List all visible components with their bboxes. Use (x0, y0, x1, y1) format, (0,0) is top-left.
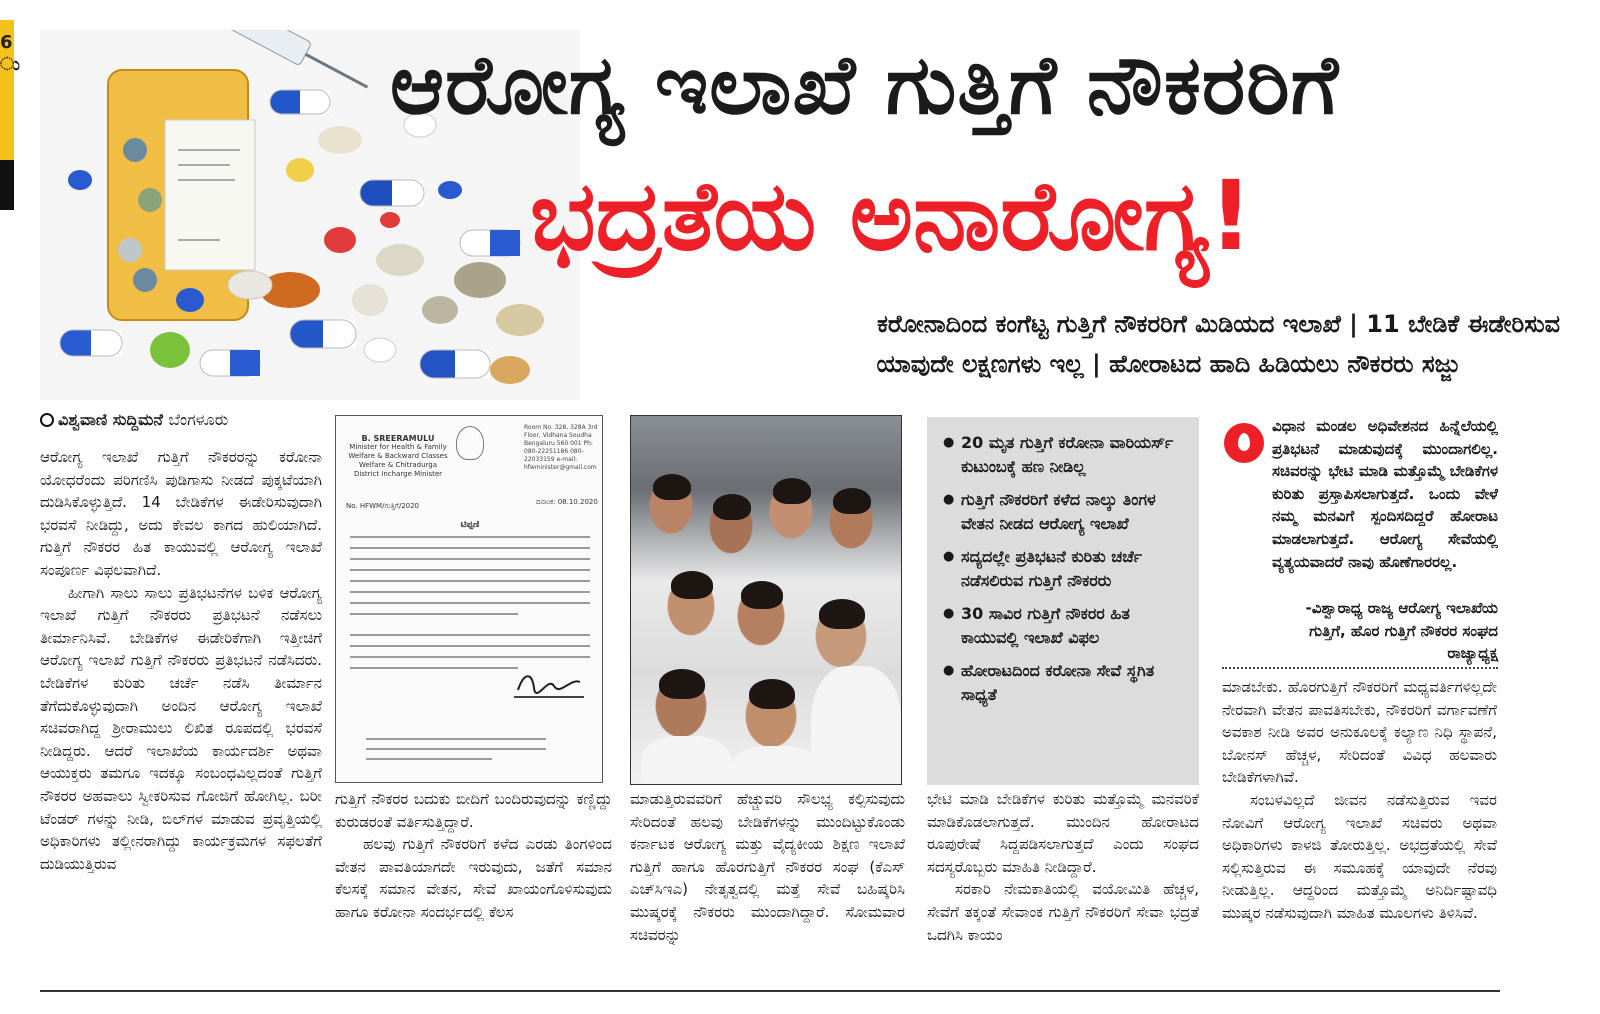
column-1-paragraph-2: ಹೀಗಾಗಿ ಸಾಲು ಸಾಲು ಪ್ರತಿಭಟನೆಗಳ ಬಳಿಕ ಆರೋಗ್ಯ ಇಲಾಖೆ ಗುತ್ತಿಗೆ ನೌಕರರು ಪ್ರತಿಭಟನೆ ನಡೆಸಲು ತೀರ್ಮಾನಿಸಿವೆ. ಬೇಡಿಕೆಗಳ ಈಡೇರಿಕೆಗಾಗಿ ಇತ್ತೀಚಿಗೆ ಆರೋಗ್ಯ ಇಲಾಖೆ ಗುತ್ತಿಗೆ ನೌಕರರು ಪ್ರತಿಭಟನೆ ನಡೆಸಿದರು. ಬೇಡಿಕೆಗಳ ಕುರಿತು ಚರ್ಚೆ ನಡೆಸಿ ತೀರ್ಮಾನ ತೆಗೆದುಕೊಳ್ಳುವುದಾಗಿ ಅಂದಿನ ಆರೋಗ್ಯ ಇಲಾಖೆ ಸಚಿವರಾಗಿದ್ದ ಶ್ರೀರಾಮುಲು ಲಿಖಿತ ರೂಪದಲ್ಲಿ ಭರವಸೆ ನೀಡಿದ್ದರು. ಆದರೆ ಇಲಾಖೆಯ ಕಾರ್ಯದರ್ಶಿ ಅಥವಾ ಆಯುಕ್ತರು ತಮಗೂ ಇದಕ್ಕೂ ಸಂಬಂಧವಿಲ್ಲದಂತೆ ಗುತ್ತಿಗೆ ನೌಕರರ ಅಹವಾಲು ಸ್ವೀಕರಿಸುವ ಗೋಜಿಗೆ ಹೋಗಿಲ್ಲ. ಬರೀ ಟೆಂಡರ್ ಗಳನ್ನು ನೀಡಿ, ಬಿಲ್‌ಗಳ ಮಾಡುವ ಪ್ರವೃತ್ತಿಯಲ್ಲಿ ಅಧಿಕಾರಿಗಳು ತಲ್ಲೀನರಾಗಿದ್ದು ಕಾರ್ಯಕ್ರಮಗಳ ಸಫಲತೆಗೆ ದುಡಿಯುತ್ತಿರುವ (40, 583, 322, 873)
highlight-item: ● ಹೋರಾಟದಿಂದ ಕರೋನಾ ಸೇವೆ ಸ್ಥಗಿತ ಸಾಧ್ಯತೆ (943, 659, 1189, 707)
column-3-paragraph-1: ಮಾಡುತ್ತಿರುವವರಿಗೆ ಹೆಚ್ಚುವರಿ ಸೌಲಭ್ಯ ಕಲ್ಪಿಸುವುದು ಸೇರಿದಂತೆ ಹಲವು ಬೇಡಿಕೆಗಳನ್ನು ಮುಂದಿಟ್ಟುಕೊಂಡು ಕರ್ನಾಟಕ ಆರೋಗ್ಯ ಮತ್ತು ವೈದ್ಯಕೀಯ ಶಿಕ್ಷಣ ಇಲಾಖೆ ಗುತ್ತಿಗೆ ಹಾಗೂ ಹೊರಗುತ್ತಿಗೆ ನೌಕರರ ಸಂಘ (ಕೆಎಸ್ ಎಚ್‌ಸಿಇಎ) ನೇತೃತ್ವದಲ್ಲಿ ಮತ್ತೆ ಸೇವೆ ಬಹಿಷ್ಕರಿಸಿ ಮುಷ್ಕರಕ್ಕೆ ನೌಕರರು ಮುಂದಾಗಿದ್ದಾರೆ. ಸೋಮವಾರ ಸಚಿವರನ್ನು (630, 790, 905, 944)
highlight-item: ● 20 ಮೃತ ಗುತ್ತಿಗೆ ಕರೋನಾ ವಾರಿಯರ್ಸ್ ಕುಟುಂಬಕ್ಕೆ ಹಣ ನೀಡಿಲ್ಲ (943, 431, 1189, 479)
column-5-paragraph-2: ಸಂಬಳವಿಲ್ಲದೆ ಜೀವನ ನಡೆಸುತ್ತಿರುವ ಇವರ ನೋವಿಗೆ ಆರೋಗ್ಯ ಇಲಾಖೆ ಸಚಿವರು ಅಥವಾ ಅಧಿಕಾರಿಗಳು ಕಾಳಜಿ ತೋರುತ್ತಿಲ್ಲ. ಅಭದ್ರತೆಯಲ್ಲಿ ಸೇವೆ ಸಲ್ಲಿಸುತ್ತಿರುವ ಈ ಸಮೂಹಕ್ಕೆ ಯಾವುದೇ ನೆರವು ನೀಡುತ್ತಿಲ್ಲ. ಆದ್ದರಿಂದ ಮತ್ತೊಮ್ಮೆ ಅನಿರ್ದಿಷ್ಟಾವಧಿ ಮುಷ್ಕರ ನಡೆಸುವುದಾಗಿ ಮಾಹಿತ ಮೂಲಗಳು ತಿಳಿಸಿವೆ. (1222, 790, 1497, 922)
article-column-2 (335, 788, 612, 924)
article-column-1 (40, 446, 322, 875)
letter-footer (366, 738, 546, 768)
letter-reference-number: No. HFWM/ಗುತ್ತಿಗೆ/2020 (346, 502, 420, 510)
letter-minister-name: B. SREERAMULU (361, 434, 435, 443)
letter-date: ದಿನಾಂಕ: 08.10.2020 (536, 498, 598, 506)
highlight-item: ● ಸದ್ಯದಲ್ಲೇ ಪ್ರತಿಭಟನೆ ಕುರಿತು ಚರ್ಚೆ ನಡೆಸಲಿರುವ ಗುತ್ತಿಗೆ ನೌಕರರು (943, 545, 1189, 593)
deck-line-2: ಯಾವುದೇ ಲಕ್ಷಣಗಳು ಇಲ್ಲ | ಹೋರಾಟದ ಹಾದಿ ಹಿಡಿಯಲು ನೌಕರರು ಸಜ್ಜು (876, 350, 1460, 378)
article-column-5 (1222, 676, 1497, 925)
byline-place: ಬೆಂಗಳೂರು (168, 410, 229, 429)
headline-line-2: ಭದ್ರತೆಯ ಅನಾರೋಗ್ಯ! (530, 160, 1253, 272)
page-edge-number: 6 ು (0, 32, 20, 75)
pull-quote (1222, 415, 1498, 673)
highlights-list (943, 431, 1189, 707)
headline-line-1: ಆರೋಗ್ಯ ಇಲಾಖೆ ಗುತ್ತಿಗೆ ನೌಕರರಿಗೆ (390, 38, 1340, 133)
letter-title: ಟಿಪ್ಪಣಿ (460, 520, 480, 530)
page-edge-dark-block (0, 160, 14, 210)
letter-body-text (350, 536, 590, 678)
pull-quote-body: ವಿಧಾನ ಮಂಡಲ ಅಧಿವೇಶನದ ಹಿನ್ನೆಲೆಯಲ್ಲಿ ಪ್ರತಿಭಟನೆ ಮಾಡುವುದಕ್ಕೆ ಮುಂದಾಗಲಿಲ್ಲ. ಸಚಿವರನ್ನು ಭೇಟಿ ಮಾಡಿ ಮತ್ತೊಮ್ಮೆ ಬೇಡಿಕೆಗಳ ಕುರಿತು ಪ್ರಸ್ತಾಪಿಸಲಾಗುತ್ತದೆ. ಒಂದು ವೇಳೆ ನಮ್ಮ ಮನವಿಗೆ ಸ್ಪಂದಿಸದಿದ್ದರೆ ಹೋರಾಟ ಮಾಡಲಾಗುತ್ತದೆ. ಆರೋಗ್ಯ ಸೇವೆಯಲ್ಲಿ ವ್ಯತ್ಯಯವಾದರೆ ನಾವು ಹೊಣೆಗಾರರಲ್ಲ. (1272, 417, 1498, 571)
page-edge-strip (0, 20, 20, 210)
letter-letterhead (348, 434, 448, 479)
column-2-paragraph-1: ಗುತ್ತಿಗೆ ನೌಕರರ ಬದುಕು ಬೀದಿಗೆ ಬಂದಿರುವುದನ್ನು ಕಣ್ಣಿದ್ದು ಕುರುಡರಂತೆ ವರ್ತಿಸುತ್ತಿದ್ದಾರೆ. (335, 790, 612, 831)
vishwavani-logo-icon (40, 413, 54, 427)
byline-source: ವಿಶ್ವವಾಣಿ ಸುದ್ದಿಮನೆ (58, 410, 163, 429)
highlight-item: ● 30 ಸಾವಿರ ಗುತ್ತಿಗೆ ನೌಕರರ ಹಿತ ಕಾಯುವಲ್ಲಿ ಇಲಾಖೆ ವಿಫಲ (943, 602, 1189, 650)
page-bottom-rule (40, 990, 1500, 992)
highlights-box (927, 417, 1199, 785)
pull-quote-divider (1222, 667, 1498, 669)
quote-drop-icon (1224, 423, 1264, 463)
highlight-item: ● ಗುತ್ತಿಗೆ ನೌಕರರಿಗೆ ಕಳೆದ ನಾಲ್ಕು ತಿಂಗಳ ವೇತನ ನೀಡದ ಆರೋಗ್ಯ ಇಲಾಖೆ (943, 488, 1189, 536)
article-column-4 (927, 788, 1199, 946)
column-4-paragraph-2: ಸರಕಾರಿ ನೇಮಕಾತಿಯಲ್ಲಿ ವಯೋಮಿತಿ ಹೆಚ್ಚಳ, ಸೇವೆಗೆ ತಕ್ಕಂತೆ ಸೇವಾಂಕ ಗುತ್ತಿಗೆ ನೌಕರರಿಗೆ ಸೇವಾ ಭದ್ರತೆ ಒದಗಿಸಿ ಕಾಯಂ (927, 880, 1199, 944)
letter-designation: Minister for Health & Family Welfare & Backward Classes Welfare & Chitradurga District Incharge Minister (348, 443, 448, 478)
protest-crowd-photo (630, 415, 902, 785)
byline (40, 410, 330, 430)
column-4-paragraph-1: ಭೇಟಿ ಮಾಡಿ ಬೇಡಿಕೆಗಳ ಕುರಿತು ಮತ್ತೊಮ್ಮೆ ಮನವರಿಕೆ ಮಾಡಿಕೊಡಲಾಗುತ್ತದೆ. ಮುಂದಿನ ಹೋರಾಟದ ರೂಪುರೇಷೆ ಸಿದ್ದಪಡಿಸಲಾಗುತ್ತದೆ ಎಂದು ಸಂಘದ ಸದಸ್ಯರೊಬ್ಬರು ಮಾಹಿತಿ ನೀಡಿದ್ದಾರೆ. (927, 790, 1199, 876)
deck-line-1: ಕರೋನಾದಿಂದ ಕಂಗೆಟ್ಟ ಗುತ್ತಿಗೆ ನೌಕರರಿಗೆ ಮಿಡಿಯದ ಇಲಾಖೆ | 11 ಬೇಡಿಕೆ ಈಡೇರಿಸುವ (877, 310, 1560, 338)
column-2-paragraph-2: ಹಲವು ಗುತ್ತಿಗೆ ನೌಕರರಿಗೆ ಕಳೆದ ಎರಡು ತಿಂಗಳಿಂದ ವೇತನ ಪಾವತಿಯಾಗದೇ ಇರುವುದು, ಜತೆಗೆ ಸಮಾನ ಕೆಲಸಕ್ಕೆ ಸಮಾನ ವೇತನ, ಸೇವೆ ಖಾಯಂಗೊಳಿಸುವುದು ಹಾಗೂ ಕರೋನಾ ಸಂದರ್ಭದಲ್ಲಿ ಕೆಲಸ (335, 835, 612, 921)
letter-signature (514, 668, 584, 698)
article-column-3 (630, 788, 905, 946)
pull-quote-attribution: -ವಿಶ್ವಾರಾಧ್ಯ ರಾಜ್ಯ ಆರೋಗ್ಯ ಇಲಾಖೆಯ ಗುತ್ತಿಗೆ, ಹೊರ ಗುತ್ತಿಗೆ ನೌಕರರ ಸಂಘದ ರಾಜ್ಯಾಧ್ಯಕ್ಷ (1305, 599, 1498, 663)
column-1-paragraph-1: ಆರೋಗ್ಯ ಇಲಾಖೆ ಗುತ್ತಿಗೆ ನೌಕರರನ್ನು ಕರೋನಾ ಯೋಧರೆಂದು ಪರಿಗಣಿಸಿ ಪುಡಿಗಾಸು ನೀಡದೆ ಪುಕ್ಕಟೆಯಾಗಿ ದುಡಿಸಿಕೊಳ್ಳುತ್ತಿದೆ. 14 ಬೇಡಿಕೆಗಳ ಈಡೇರಿಸುವುದಾಗಿ ಭರವಸೆ ನೀಡಿದ್ದು, ಅದು ಕೇವಲ ಕಾಗದ ಹುಲಿಯಾಗಿದೆ. ಗುತ್ತಿಗೆ ನೌಕರರ ಹಿತ ಕಾಯುವಲ್ಲಿ ಆರೋಗ್ಯ ಇಲಾಖೆ ಸಂಪೂರ್ಣ ವಿಫಲವಾಗಿದೆ. (40, 448, 322, 579)
letter-address: Room No. 328, 328A 3rd Floor, Vidhana Soudha Bengaluru 560 001 Ph: 080-22251186 080-22033159 e-mail: hfwminister@gmail.com (524, 424, 598, 471)
government-emblem-icon (456, 426, 484, 460)
column-5-paragraph-1: ಮಾಡಬೇಕು. ಹೊರಗುತ್ತಿಗೆ ನೌಕರರಿಗೆ ಮಧ್ಯವರ್ತಿಗಳಿಲ್ಲದೇ ನೇರವಾಗಿ ವೇತನ ಪಾವತಿಸಬೇಕು, ನೌಕರರಿಗೆ ವರ್ಗಾವಣೆಗೆ ಅವಕಾಶ ನೀಡಿ ಅವರ ಅನುಕೂಲಕ್ಕೆ ಕಲ್ಯಾಣ ನಿಧಿ ಸ್ಥಾಪನೆ, ಬೋನಸ್ ಹೆಚ್ಚಳ, ಸೇರಿದಂತೆ ವಿವಿಧ ಹಲವಾರು ಬೇಡಿಕೆಗಳಾಗಿವೆ. (1222, 678, 1497, 787)
minister-letter-image (335, 415, 603, 783)
